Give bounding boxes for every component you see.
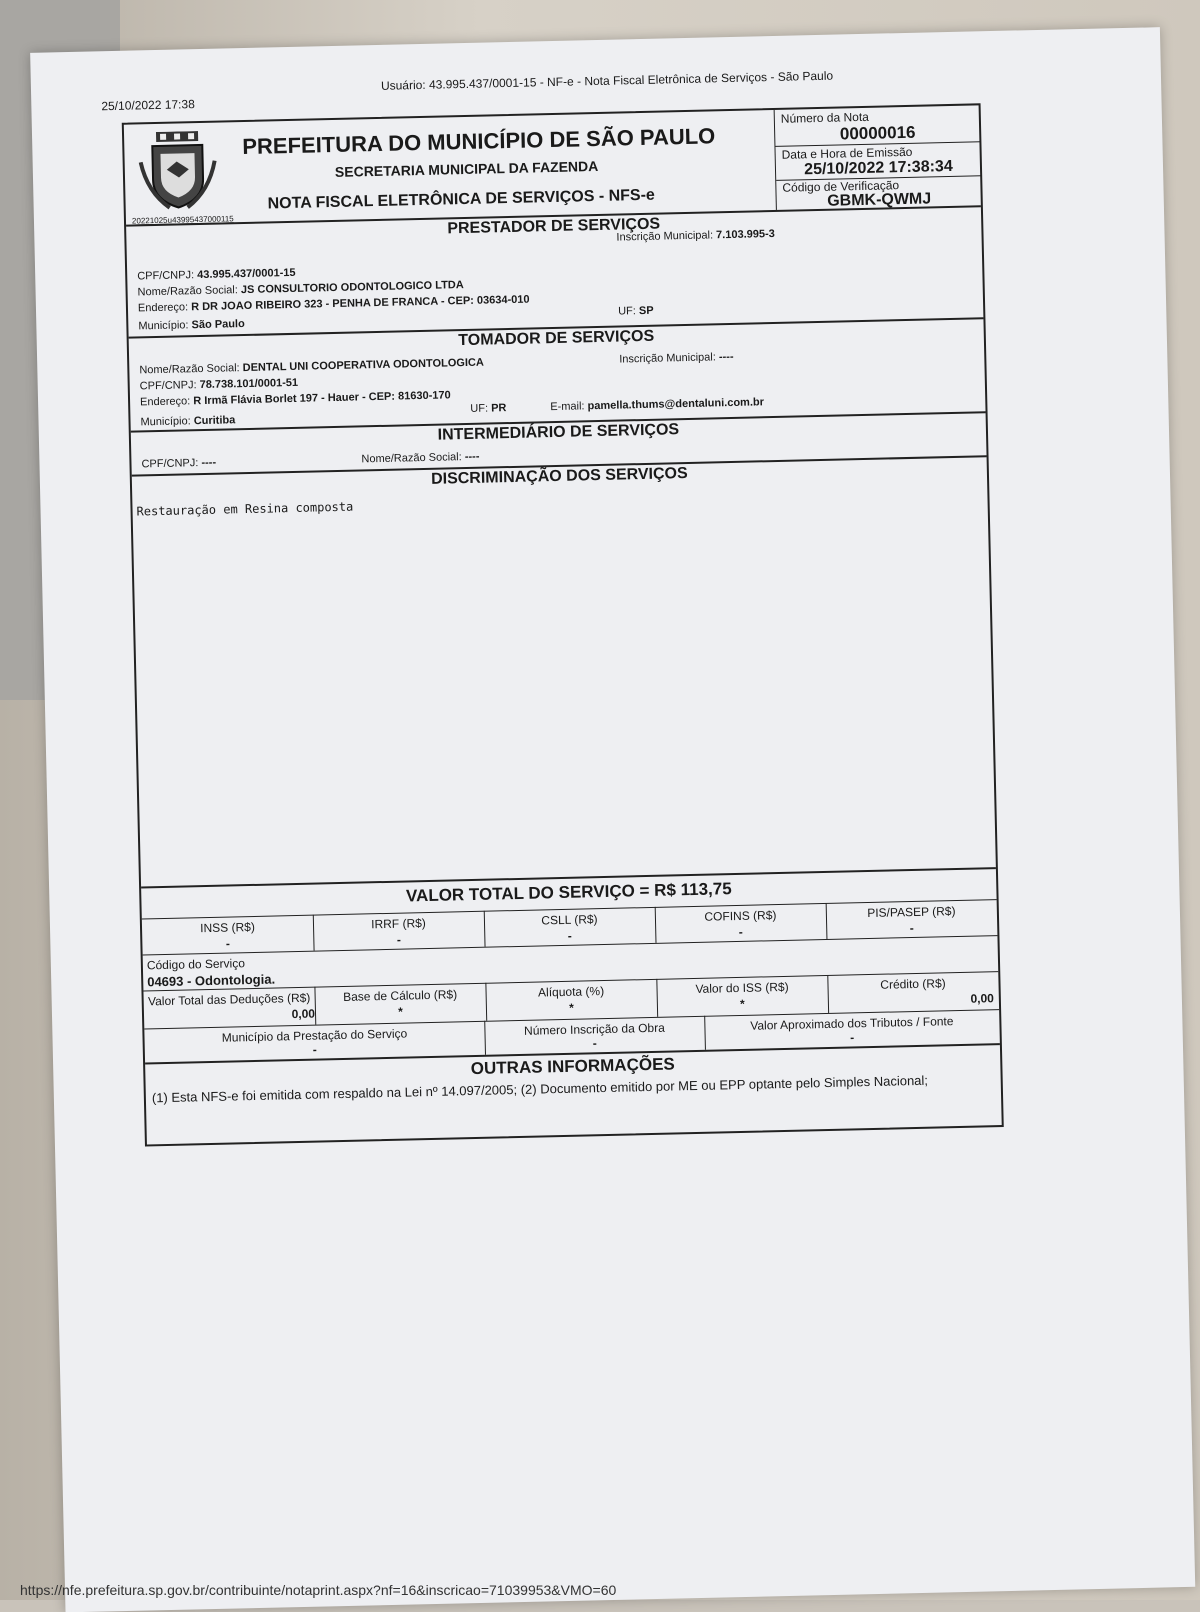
tributo-value: - bbox=[396, 932, 402, 947]
intermediario-nome: Nome/Razão Social: ---- bbox=[361, 450, 480, 466]
calculo-label: Alíquota (%) bbox=[537, 984, 605, 1000]
prestador-municipio: Município: São Paulo bbox=[138, 318, 245, 333]
document-title: NOTA FISCAL ELETRÔNICA DE SERVIÇOS - NFS-e bbox=[267, 186, 656, 213]
intermediario-title: INTERMEDIÁRIO DE SERVIÇOS bbox=[437, 421, 680, 444]
prestador-endereco: Endereço: R DR JOAO RIBEIRO 323 - PENHA DE FRANCA - CEP: 03634-010 bbox=[137, 293, 530, 315]
tomador-nome: Nome/Razão Social: DENTAL UNI COOPERATIVA ODONTOLOGICA bbox=[139, 356, 484, 377]
tomador-municipio: Município: Curitiba bbox=[140, 414, 236, 429]
emissao-datetime: 25/10/2022 17:38:34 bbox=[804, 157, 953, 179]
calculo-label: Base de Cálculo (R$) bbox=[342, 987, 458, 1004]
numero-nota: 00000016 bbox=[839, 122, 916, 144]
secretariat-title: SECRETARIA MUNICIPAL DA FAZENDA bbox=[334, 157, 599, 180]
obra-label: Valor Aproximado dos Tributos / Fonte bbox=[750, 1014, 954, 1033]
user-line: Usuário: 43.995.437/0001-15 - NF-e - Nota Fiscal Eletrônica de Serviços - São Paulo bbox=[380, 68, 834, 93]
calculo-value: 0,00 bbox=[291, 1006, 316, 1022]
calculo-value: * bbox=[397, 1004, 403, 1019]
calculo-label: Valor Total das Deduções (R$) bbox=[147, 990, 311, 1009]
calculo-value: 0,00 bbox=[970, 991, 995, 1006]
tomador-email: E-mail: pamella.thums@dentaluni.com.br bbox=[550, 396, 765, 414]
footer-url: https://nfe.prefeitura.sp.gov.br/contribuinte/notaprint.aspx?nf=16&inscricao=71039953&VMO=60 bbox=[20, 1582, 617, 1598]
outras-text: (1) Esta NFS-e foi emitida com respaldo na Lei nº 14.097/2005; (2) Documento emitido por ME ou EPP optante pelo Simples Nacional; bbox=[151, 1072, 929, 1106]
prestador-title: PRESTADOR DE SERVIÇOS bbox=[447, 215, 661, 238]
obra-label: Número Inscrição da Obra bbox=[523, 1020, 665, 1038]
verificacao-label: Código de Verificação bbox=[782, 178, 900, 195]
obra-label: Município da Prestação do Serviço bbox=[221, 1026, 408, 1045]
crest-code: 20221025u43995437000115 bbox=[131, 214, 234, 226]
invoice-paper bbox=[30, 27, 1195, 1612]
prestador-cnpj: CPF/CNPJ: 43.995.437/0001-15 bbox=[137, 266, 296, 283]
city-crest-icon bbox=[138, 131, 218, 213]
codigo-servico-label: Código do Serviço bbox=[146, 956, 246, 973]
tributo-value: - bbox=[567, 928, 572, 943]
calculo-value: * bbox=[739, 996, 745, 1011]
tributo-value: - bbox=[909, 920, 914, 936]
tomador-endereco: Endereço: R Irmã Flávia Borlet 197 - Hauer - CEP: 81630-170 bbox=[139, 389, 451, 409]
tributo-label: COFINS (R$) bbox=[704, 908, 777, 924]
calculo-value: * bbox=[568, 1000, 574, 1015]
tributo-label: PIS/PASEP (R$) bbox=[867, 904, 956, 921]
tributo-label: INSS (R$) bbox=[200, 919, 256, 936]
tomador-title: TOMADOR DE SERVIÇOS bbox=[458, 327, 655, 350]
discriminacao-text: Restauração em Resina composta bbox=[136, 499, 354, 519]
tributo-label: CSLL (R$) bbox=[541, 912, 598, 928]
obra-value: - bbox=[850, 1030, 855, 1045]
print-datetime: 25/10/2022 17:38 bbox=[101, 97, 195, 114]
valor-total: VALOR TOTAL DO SERVIÇO = R$ 113,75 bbox=[405, 879, 732, 906]
tomador-cnpj: CPF/CNPJ: 78.738.101/0001-51 bbox=[139, 376, 299, 393]
prestador-insc: Inscrição Municipal: 7.103.995-3 bbox=[616, 227, 775, 244]
discriminacao-title: DISCRIMINAÇÃO DOS SERVIÇOS bbox=[430, 465, 688, 488]
prestador-uf: UF: SP bbox=[618, 304, 654, 318]
intermediario-cnpj: CPF/CNPJ: ---- bbox=[141, 456, 217, 471]
numero-label: Número da Nota bbox=[780, 109, 870, 126]
tomador-insc: Inscrição Municipal: ---- bbox=[619, 350, 734, 366]
nfse-form bbox=[122, 103, 1004, 1146]
obra-value: - bbox=[592, 1036, 597, 1051]
prestador-nome: Nome/Razão Social: JS CONSULTORIO ODONTOLOGICO LTDA bbox=[137, 279, 464, 299]
emissao-label: Data e Hora de Emissão bbox=[781, 144, 913, 162]
obra-value: - bbox=[312, 1042, 317, 1057]
tributo-label: IRRF (R$) bbox=[371, 916, 426, 932]
calculo-label: Valor do ISS (R$) bbox=[695, 979, 789, 996]
nota-info-box bbox=[774, 105, 982, 210]
tomador-uf: UF: PR bbox=[470, 402, 507, 415]
tributo-value: - bbox=[225, 936, 231, 951]
codigo-servico-value: 04693 - Odontologia. bbox=[147, 971, 276, 990]
calculo-label: Crédito (R$) bbox=[880, 976, 946, 992]
outras-title: OUTRAS INFORMAÇÕES bbox=[470, 1054, 675, 1079]
verificacao-code: GBMK-QWMJ bbox=[827, 190, 932, 210]
municipality-title: PREFEITURA DO MUNICÍPIO DE SÃO PAULO bbox=[242, 123, 716, 160]
tributo-value: - bbox=[738, 924, 743, 939]
